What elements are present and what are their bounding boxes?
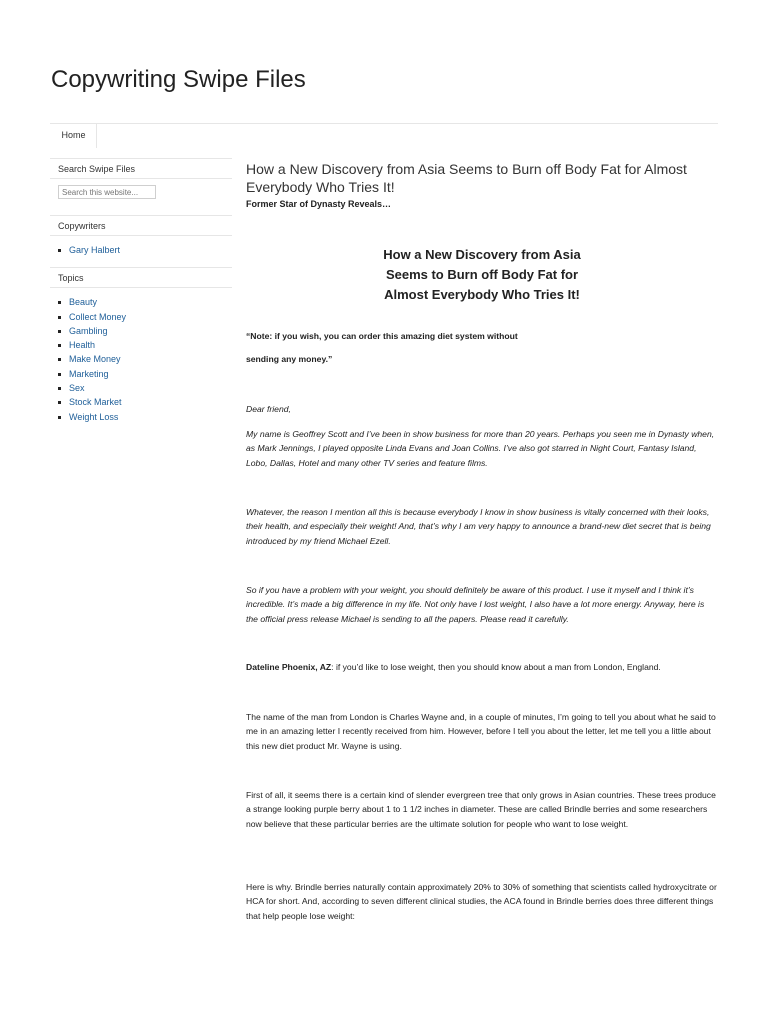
copywriters-widget: [50, 215, 232, 257]
topic-link-stock-market[interactable]: Stock Market: [58, 395, 232, 409]
main-nav: [50, 123, 718, 148]
topics-list: [50, 295, 232, 424]
ad-headline-line: How a New Discovery from Asia: [383, 247, 581, 262]
topic-link-make-money[interactable]: Make Money: [58, 352, 232, 366]
topics-widget: [50, 267, 232, 424]
dateline-label: Dateline Phoenix, AZ: [246, 662, 332, 672]
topic-link-beauty[interactable]: Beauty: [58, 295, 232, 309]
topic-link-sex[interactable]: Sex: [58, 381, 232, 395]
sidebar: [50, 158, 232, 424]
note-line-2: sending any money.”: [246, 354, 333, 364]
paragraph-5: First of all, it seems there is a certain kind of slender evergreen tree that only grows in Asian countries. These trees produce a strange looking purple berry about 1 to 1 1/2 inches in diameter. These are called Brindle berries and some researchers now believe that these particular berries are the ultimate solution for people who want to lose weight.: [246, 790, 716, 829]
paragraph-6: Here is why. Brindle berries naturally contain approximately 20% to 30% of something that scientists called hydroxycitrate or HCA for short. And, according to seven different clinical studies, the ACA found in Brindle berries does three different things that help people lose weight:: [246, 882, 717, 921]
nav-item-home[interactable]: Home: [50, 124, 97, 148]
site-title[interactable]: Copywriting Swipe Files: [51, 66, 306, 93]
ad-headline-line: Seems to Burn off Body Fat for: [385, 267, 579, 282]
post-content: [246, 160, 718, 960]
note-line-1: “Note: if you wish, you can order this amazing diet system without: [246, 331, 518, 341]
ad-headline-line: Almost Everybody Who Tries It!: [384, 287, 580, 302]
paragraph-4: The name of the man from London is Charles Wayne and, in a couple of minutes, I’m going to tell you about what he said to me in an amazing letter I recently received from him. However, before I tell you about the letter, let me tell you a little about this new diet product Mr. Wayne is using.: [246, 712, 716, 751]
topic-link-weight-loss[interactable]: Weight Loss: [58, 410, 232, 424]
post-subtitle: Former Star of Dynasty Reveals…: [246, 199, 392, 209]
topic-link-health[interactable]: Health: [58, 338, 232, 352]
copywriter-link[interactable]: Gary Halbert: [58, 243, 232, 257]
topic-link-marketing[interactable]: Marketing: [58, 367, 232, 381]
dateline-text: : if you’d like to lose weight, then you should know about a man from London, England.: [331, 662, 661, 672]
paragraph-1: My name is Geoffrey Scott and I’ve been in show business for more than 20 years. Perhaps you seen me in Dynasty when, as Mark Jennings, I played opposite Linda Evans and Joan Collins. I’ve also got starred in Night Court, Fantasy Island, Lobo, Dallas, Hotel and many other TV series and feature films.: [246, 429, 715, 468]
search-widget-title: Search Swipe Files: [50, 158, 232, 179]
paragraph-3: So if you have a problem with your weight, you should definitely be aware of this product. I use it myself and I think it’s incredible. It’s made a big difference in my life. Not only have I lost weight, I also have a lot more energy. Anyway, here is the official press release Michael is sending to all the papers. Please read it carefully.: [246, 585, 705, 624]
topics-widget-title: Topics: [50, 267, 232, 288]
salutation: Dear friend,: [246, 404, 291, 414]
ad-headline: [246, 245, 718, 305]
topic-link-gambling[interactable]: Gambling: [58, 324, 232, 338]
post-title[interactable]: How a New Discovery from Asia Seems to Burn off Body Fat for Almost Everybody Who Tries It!: [246, 161, 687, 195]
search-input[interactable]: [58, 185, 156, 199]
search-widget: [50, 158, 232, 199]
copywriters-list: [50, 243, 232, 257]
dateline-paragraph: [246, 660, 718, 674]
topic-link-collect-money[interactable]: Collect Money: [58, 310, 232, 324]
paragraph-2: Whatever, the reason I mention all this is because everybody I know in show business is vitally concerned with their looks, their health, and especially their weight! And, that’s why I am very happy to announce a brand-new diet secret that is being introduced by my friend Michael Ezell.: [246, 507, 711, 546]
copywriters-widget-title: Copywriters: [50, 215, 232, 236]
